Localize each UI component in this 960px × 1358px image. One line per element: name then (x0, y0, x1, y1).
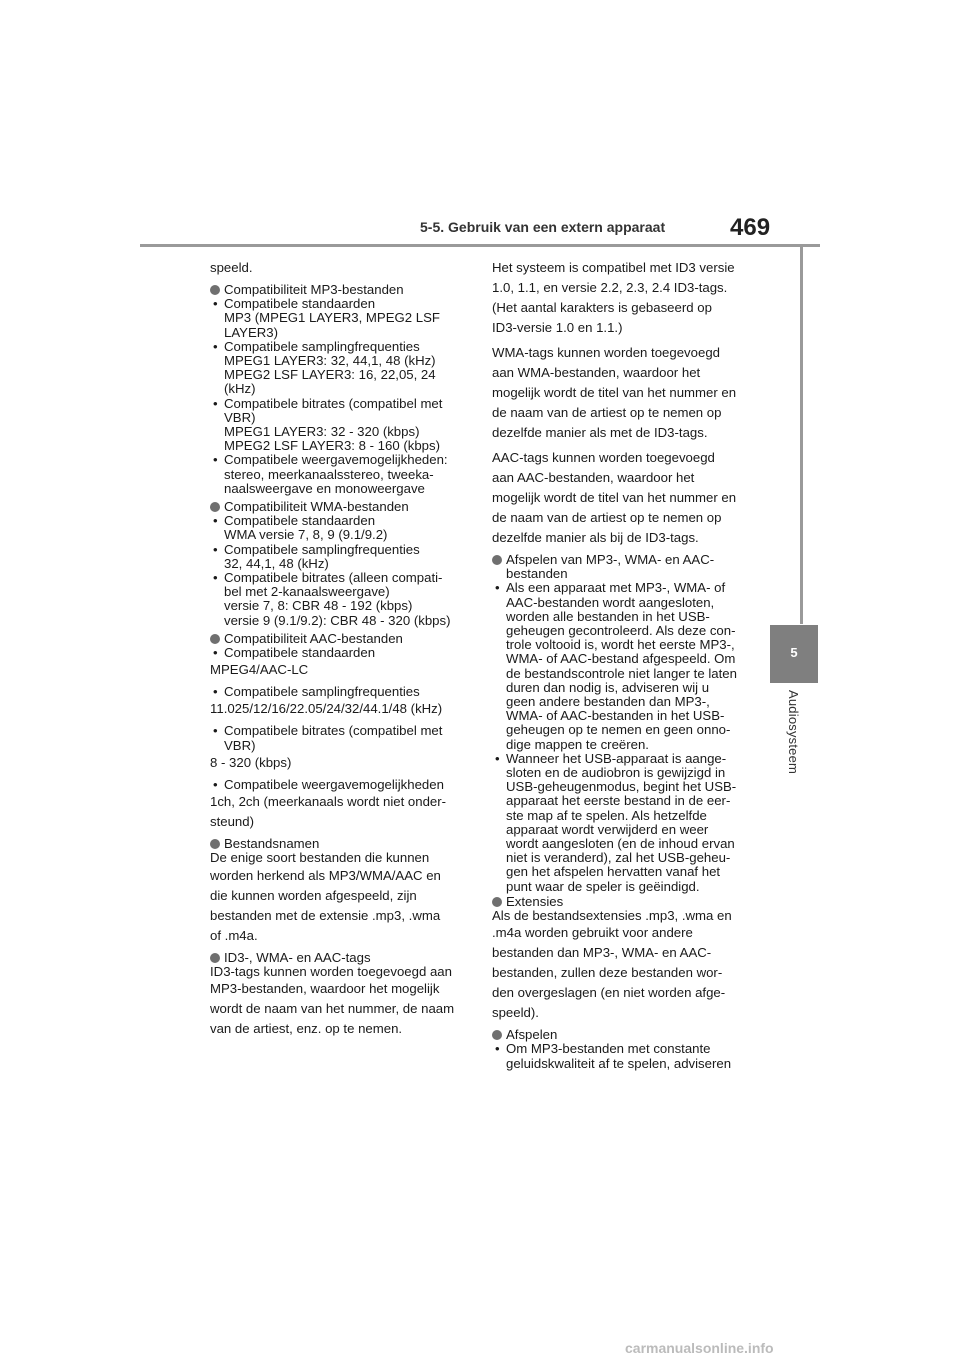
paragraph: ID3-tags kunnen worden toegevoegd aan (210, 963, 452, 979)
paragraph: 1ch, 2ch (meerkanaals wordt niet onder- (210, 794, 447, 810)
paragraph: bestanden, zullen deze bestanden wor- (492, 965, 723, 981)
paragraph: bestanden dan MP3-, WMA- en AAC- (492, 945, 712, 961)
list-item: • Als een apparaat met MP3-, WMA- of AAC-bestanden wordt aangesloten, worden alle bestanden in het USB- geheugen gecontroleerd. Als deze con- trole voltooid is, wordt het eerste MP3-, WMA- of AAC-bestand afgespeeld. Om de bestandscontrole niet langer te laten duren dan nodig is, adviseren wij u geen andere bestanden dan MP3-, WMA- of AAC-bestanden in het USB- geheugen op te nemen en geen onno- dige mappen te creëren. (492, 581, 760, 751)
list-item: • Compatibele bitrates (compatibel met VBR) (210, 724, 472, 752)
section-heading: Bestandsnamen (210, 837, 472, 851)
watermark: carmanualsonline.info (625, 1340, 774, 1356)
list-item: • Compatibele samplingfrequenties 32, 44,1, 48 (kHz) (210, 543, 472, 571)
section-heading: Compatibiliteit WMA-bestanden (210, 500, 472, 514)
bullet-dot-icon (210, 502, 220, 512)
section-title: 5-5. Gebruik van een extern apparaat (420, 219, 666, 235)
paragraph: de naam van de artiest op te nemen op (492, 405, 722, 420)
list-item: • Compatibele bitrates (compatibel met VBR) MPEG1 LAYER3: 32 - 320 (kbps) MPEG2 LSF LAYER3: 8 - 160 (kbps) (210, 397, 472, 454)
section-heading: Compatibiliteit MP3-bestanden (210, 283, 472, 297)
list-item: • Compatibele standaarden (210, 646, 472, 660)
paragraph: wordt de naam van het nummer, de naam (210, 1000, 455, 1016)
paragraph: dezelfde manier als bij de ID3-tags. (492, 530, 699, 545)
bullet-dot-icon (210, 634, 220, 644)
section-heading: ID3-, WMA- en AAC-tags (210, 951, 472, 965)
paragraph: die kunnen worden afgespeeld, zijn (210, 887, 417, 903)
list-item: • Om MP3-bestanden met constante geluidskwaliteit af te spelen, adviseren (492, 1042, 760, 1070)
paragraph: ID3-versie 1.0 en 1.1.) (492, 320, 623, 335)
bullet-dot-icon (210, 839, 220, 849)
chapter-label: Audiosysteem (786, 690, 801, 775)
paragraph: mogelijk wordt de titel van het nummer en (492, 490, 737, 505)
paragraph: De enige soort bestanden die kunnen (210, 850, 430, 866)
section-heading: Afspelen (492, 1028, 760, 1042)
list-item: • Compatibele weergavemogelijkheden: stereo, meerkanaalsstereo, tweeka- naalsweergave en monoweergave (210, 453, 472, 496)
page-number: 469 (730, 214, 771, 241)
right-column (492, 258, 760, 1071)
paragraph: MP3-bestanden, waardoor het mogelijk (210, 980, 440, 996)
paragraph: de naam van de artiest op te nemen op (492, 510, 722, 525)
list-item: • Wanneer het USB-apparaat is aange- sloten en de audiobron is gewijzigd in USB-geheugenmodus, begint het USB- apparaat het eerste bestand in de eer- ste map af te spelen. Als hetzelfde apparaat wordt verwijderd en weer wordt aangesloten (en de inhoud ervan niet is veranderd), zal het USB-geheu- gen het afspelen hervatten vanaf het punt waar de speler is geëindigd. (492, 752, 760, 894)
paragraph: .m4a worden gebruikt voor andere (492, 925, 693, 941)
list-item: • Compatibele samplingfrequenties (210, 685, 472, 699)
paragraph: worden herkend als MP3/WMA/AAC en (210, 867, 441, 883)
paragraph: speeld). (492, 1005, 539, 1021)
chapter-tab[interactable]: 5 (770, 625, 818, 683)
paragraph: WMA-tags kunnen worden toegevoegd (492, 345, 720, 360)
section-heading: Extensies (492, 895, 760, 909)
side-rule (800, 244, 803, 624)
paragraph: MPEG4/AAC-LC (210, 662, 309, 678)
paragraph: (Het aantal karakters is gebaseerd op (492, 300, 712, 315)
paragraph: aan WMA-bestanden, waardoor het (492, 365, 701, 380)
bullet-dot-icon (210, 953, 220, 963)
bullet-dot-icon (210, 285, 220, 295)
paragraph: 1.0, 1.1, en versie 2.2, 2.3, 2.4 ID3-tags. (492, 280, 728, 295)
paragraph: Als de bestandsextensies .mp3, .wma en (492, 908, 732, 924)
paragraph: of .m4a. (210, 927, 258, 943)
bullet-dot-icon (492, 555, 502, 565)
paragraph: speeld. (210, 260, 253, 275)
paragraph: 11.025/12/16/22.05/24/32/44.1/48 (kHz) (210, 701, 443, 717)
paragraph: Het systeem is compatibel met ID3 versie (492, 260, 735, 275)
paragraph: den overgeslagen (en niet worden afge- (492, 985, 726, 1001)
list-item: • Compatibele standaarden WMA versie 7, 8, 9 (9.1/9.2) (210, 514, 472, 542)
list-item: • Compatibele samplingfrequenties MPEG1 LAYER3: 32, 44,1, 48 (kHz) MPEG2 LSF LAYER3: 16, 22,05, 24 (kHz) (210, 340, 472, 397)
paragraph: 8 - 320 (kbps) (210, 754, 292, 770)
paragraph: dezelfde manier als met de ID3-tags. (492, 425, 708, 440)
paragraph: steund) (210, 814, 254, 830)
left-column (210, 258, 472, 1039)
paragraph: mogelijk wordt de titel van het nummer en (492, 385, 737, 400)
list-item: • Compatibele bitrates (alleen compati- bel met 2-kanaalsweergave) versie 7, 8: CBR 48 - 192 (kbps) versie 9 (9.1/9.2): CBR 48 - 320 (kbps) (210, 571, 472, 628)
bullet-dot-icon (492, 1030, 502, 1040)
section-heading: Afspelen van MP3-, WMA- en AAC- bestanden (492, 553, 760, 581)
paragraph: AAC-tags kunnen worden toegevoegd (492, 450, 715, 465)
list-item: • Compatibele weergavemogelijkheden (210, 778, 472, 792)
section-heading: Compatibiliteit AAC-bestanden (210, 632, 472, 646)
paragraph: bestanden met de extensie .mp3, .wma (210, 907, 441, 923)
bullet-dot-icon (492, 897, 502, 907)
list-item: • Compatibele standaarden MP3 (MPEG1 LAYER3, MPEG2 LSF LAYER3) (210, 297, 472, 340)
paragraph: van de artiest, enz. op te nemen. (210, 1020, 403, 1036)
paragraph: aan AAC-bestanden, waardoor het (492, 470, 695, 485)
header-rule (140, 244, 820, 247)
